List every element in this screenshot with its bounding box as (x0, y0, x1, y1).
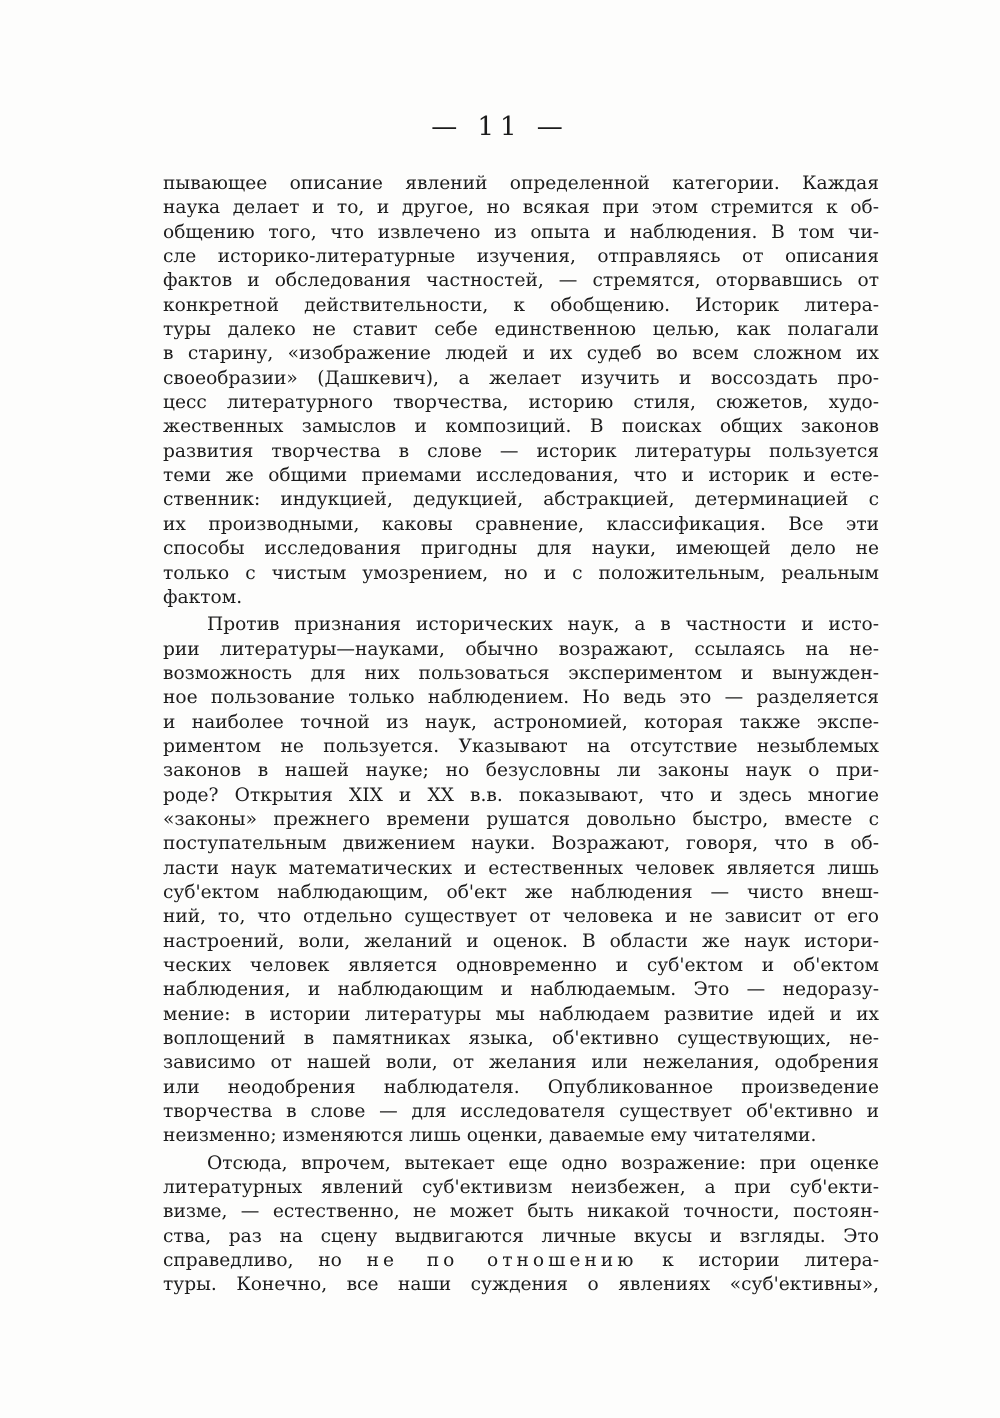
text-line: воплощений в памятниках языка, об'ективно существующих, не- (163, 1028, 879, 1050)
text-line: сле историко-литературные изучения, отправляясь от описания (163, 246, 879, 268)
text-fragment: справедливо, но (163, 1250, 342, 1272)
paragraph-1 (163, 172, 879, 610)
text-line: только с чистым умозрением, но и с положительным, реальным (163, 562, 879, 584)
text-line: Против признания исторических наук, а в частности и исто- (207, 614, 879, 636)
text-line: способы исследования пригодны для науки, имеющей дело не (163, 538, 879, 560)
text-line: возможность для них пользоваться экспериментом и вынужден- (163, 662, 879, 684)
text-line: литературных явлений суб'ективизм неизбежен, а при суб'екти- (163, 1177, 879, 1199)
text-line: пывающее описание явлений определенной категории. Каждая (163, 173, 879, 194)
text-line: ственник: индукцией, дедукцией, абстракцией, детерминацией с (163, 489, 879, 511)
text-line: неизменно; изменяются лишь оценки, даваемые ему читателями. (163, 1125, 817, 1147)
text-line: ласти наук математических и естественных человек является лишь (163, 857, 879, 879)
text-line: фактов и обследования частностей, — стремятся, оторвавшись от (163, 270, 879, 292)
text-line: их производными, каковы сравнение, классификация. Все эти (163, 513, 879, 535)
text-line: поступательным движением науки. Возражают, говоря, что в об- (163, 833, 879, 855)
text-line: общению того, что извлечено из опыта и наблюдения. В том чи- (163, 221, 879, 243)
text-line: туры далеко не ставит себе единственною целью, как полагали (163, 319, 879, 341)
text-line: конкретной действительности, к обобщению. Историк литера- (163, 294, 879, 316)
text-line: развития творчества в слове — историк литературы пользуется (163, 440, 879, 462)
text-fragment: к истории литера- (662, 1250, 879, 1272)
text-line: цесс литературного творчества, историю стиля, сюжетов, худо- (163, 392, 879, 414)
text-line: ное пользование только наблюдением. Но ведь это — разделяется (163, 687, 879, 709)
text-line: и наиболее точной из наук, астрономией, которая также экспе- (163, 711, 879, 733)
text-line: творчества в слове — для исследователя существует об'ективно и (163, 1101, 879, 1123)
text-line: суб'ектом наблюдающим, об'ект же наблюдения — чисто внеш- (163, 881, 879, 903)
text-line: зависимо от нашей воли, от желания или нежелания, одобрения (163, 1052, 879, 1074)
text-line: мение: в истории литературы мы наблюдаем развитие идей и их (163, 1003, 879, 1025)
paragraph-2 (163, 613, 879, 1149)
text-line: или неодобрения наблюдателя. Опубликованное произведение (163, 1076, 879, 1098)
text-line: законов в нашей науке; но безусловны ли законы наук о при- (163, 760, 879, 782)
text-line: визме, — естественно, не может быть никакой точности, постоян- (163, 1201, 879, 1223)
text-line-mixed (163, 1249, 879, 1273)
text-line: теми же общими приемами исследования, что и историк и есте- (163, 465, 879, 487)
body-text (163, 172, 879, 1298)
text-line: ний, то, что отдельно существует от человека и не зависит от его (163, 906, 879, 928)
text-line: наука делает и то, и другое, но всякая при этом стремится к об- (163, 197, 879, 219)
text-line: ства, раз на сцену выдвигаются личные вкусы и взгляды. Это (163, 1225, 879, 1247)
text-line: в старину, «изображение людей и их судеб во всем сложном их (163, 343, 879, 365)
text-line: риментом не пользуется. Указывают на отсутствие незыблемых (163, 735, 879, 757)
text-line: настроений, воли, желаний и оценок. В области же наук истори- (163, 930, 879, 952)
page-number: — 11 — (431, 112, 569, 142)
spaced-emphasis: не по отношению (366, 1250, 638, 1272)
text-line: фактом. (163, 586, 243, 608)
text-line: роде? Открытия XIX и XX в.в. показывают, что и здесь многие (163, 784, 879, 806)
text-line: своеобразии» (Дашкевич), а желает изучить и воссоздать про- (163, 367, 879, 389)
paragraph-3 (163, 1152, 879, 1298)
text-line: ческих человек является одновременно и суб'ектом и об'ектом (163, 955, 879, 976)
text-line: Отсюда, впрочем, вытекает еще одно возражение: при оценке (207, 1152, 879, 1174)
text-line: рии литературы—науками, обычно возражают, ссылаясь на не- (163, 638, 879, 660)
text-line: туры. Конечно, все наши суждения о явлениях «суб'ективны», (163, 1274, 879, 1296)
text-line: наблюдения, и наблюдающим и наблюдаемым. Это — недоразу- (163, 979, 879, 1001)
text-line: жественных замыслов и композиций. В поисках общих законов (163, 416, 879, 438)
text-line: «законы» прежнего времени рушатся довольно быстро, вместе с (163, 808, 879, 830)
